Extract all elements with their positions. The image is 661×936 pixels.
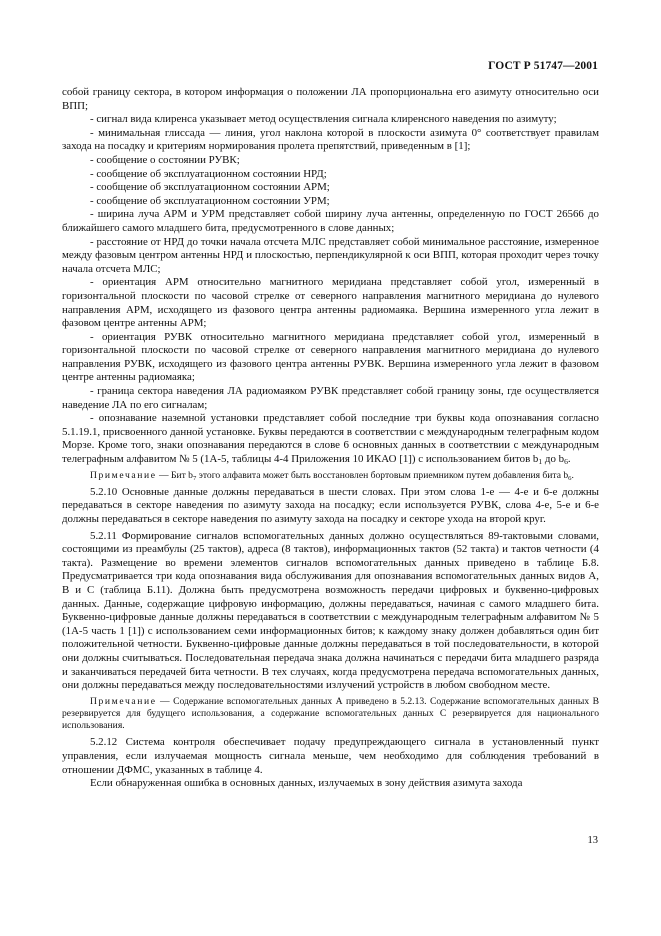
- paragraph: - сообщение об эксплуатационном состоянии УРМ;: [90, 194, 330, 207]
- paragraph: - расстояние от НРД до точки начала отсчета МЛС представляет собой минимальное расстояние, измеренное между фазовым центром антенны НРД и плоскостью, перпендикулярной к оси ВПП, которая проходит через точку начала отсчета МЛС;: [62, 235, 599, 275]
- paragraph: - ориентация АРМ относительно магнитного меридиана представляет собой угол, измеренный в горизонтальной плоскости по часовой стрелке от северного направления магнитного меридиана до нулевого направления АРМ, исходящего из фазового центра антенны радиомаяка. Вершина измеренного угла лежит в фазовом центре антенны АРМ;: [62, 276, 599, 330]
- paragraph: - ориентация РУВК относительно магнитного меридиана представляет собой угол, измеренный в горизонтальной плоскости по часовой стрелке от северного направления магнитного меридиана до нулевого направления РУВК, исходящего из фазового центра антенны РУВК. Вершина измеренного угла лежит в фазовом центре антенны радиомаяка;: [62, 330, 599, 384]
- note-2: Примечание — Содержание вспомогательных данных А приведено в 5.2.13. Содержание вспомогательных данных В резервируется для будущего использования, а содержание вспомогательных данных С резервируется для национального использования.: [62, 695, 599, 732]
- paragraph-last: Если обнаруженная ошибка в основных данных, излучаемых в зону действия азимута захода: [90, 777, 523, 790]
- paragraph: - сообщение об эксплуатационном состоянии НРД;: [90, 167, 327, 180]
- paragraph: - граница сектора наведения ЛА радиомаяком РУВК представляет собой границу зоны, где осуществляется наведение ЛА по его сигналам;: [62, 385, 599, 411]
- note-1: Примечание — Бит $b_7$ этого алфавита может быть восстановлен бортовым приемником путем добавления бита $b_6$.: [90, 469, 574, 482]
- paragraph: - сообщение об эксплуатационном состоянии АРМ;: [90, 181, 330, 194]
- paragraph: - сообщение о состоянии РУВК;: [90, 153, 240, 166]
- section-5-2-12: 5.2.12 Система контроля обеспечивает подачу предупреждающего сигнала в установленный пункт управления, если излучаемая мощность сигнала меньше, чем необходимо для соблюдения требований в отношении ДФМС, указанных в таблице 4.: [62, 736, 599, 776]
- paragraph: собой границу сектора, в котором информация о положении ЛА пропорциональна его азимуту относительно оси ВПП;: [62, 86, 599, 112]
- document-header: ГОСТ Р 51747—2001: [488, 60, 598, 72]
- paragraph: - ширина луча АРМ и УРМ представляет собой ширину луча антенны, определенную по ГОСТ 26566 до ближайшего самого младшего бита, предусмотренного в слове данных;: [62, 208, 599, 234]
- document-body: [62, 86, 599, 791]
- section-5-2-10: 5.2.10 Основные данные должны передаваться в шести словах. При этом слова 1-е — 4-е и 6-е должны передаваться в секторе наведения по азимуту захода на посадку; если используется РУВК, слова 4-е, 5-е и 6-е должны передаваться в секторе наведения по азимуту захода на посадку и секторе ухода на второй круг.: [62, 485, 599, 526]
- paragraph-identification: - опознавание наземной установки представляет собой последние три буквы кода опознавания согласно 5.1.19.1, присвоенного данной установке. Буквы передаются в соответствии с международным телеграфным кодом Морзе. Кроме того, знаки опознавания передаются в слове 6 основных данных в соответствии с международным телеграфным алфавитом № 5 (1А-5, таблицы 4-4 Приложения 10 ИКАО [1]) с использованием битов $b_1$ до $b_6$.: [62, 412, 599, 467]
- section-5-2-11: 5.2.11 Формирование сигналов вспомогательных данных должно осуществляться 89-тактовыми словами, состоящими из преамбулы (25 тактов), адреса (8 тактов), информационных тактов (52 такта) и тактов четности (4 такта). Размещение во времени элементов сигналов вспомогательных данных приведено в таблице Б.8. Предусматривается три кода опознавания вида обслуживания для опознавания вспомогательных данных видов А, В и С (таблица Б.11). Должна быть предусмотрена возможность передачи цифровых и буквенно-цифровых данных. Данные, содержащие цифровую информацию, должны передаваться, начиная с самого младшего бита. Буквенно-цифровые данные должны передаваться в соответствии с международным телеграфным алфавитом № 5 (1А-5 часть 1 [1]) с использованием семи информационных битов; к каждому знаку должен добавляться один бит положительной четности. Буквенно-цифровые данные должны передаваться в той последовательности, в которой они должны считываться. Последовательная передача знака должна начинаться с передачи бита младшего разряда и заканчиваться передачей бита четности. В тех случаях, когда предусмотрена передача вспомогательных данных, они должны передаваться между последовательностями излучений устройств в любом свободном месте.: [62, 529, 599, 692]
- paragraph: - сигнал вида клиренса указывает метод осуществления сигнала клиренсного наведения по азимуту;: [90, 113, 557, 126]
- paragraph: - минимальная глиссада — линия, угол наклона которой в плоскости азимута 0° соответствует правилам захода на посадку и критериям нормирования пролета препятствий, приведенным в [1];: [62, 126, 599, 153]
- page-number: 13: [587, 835, 598, 846]
